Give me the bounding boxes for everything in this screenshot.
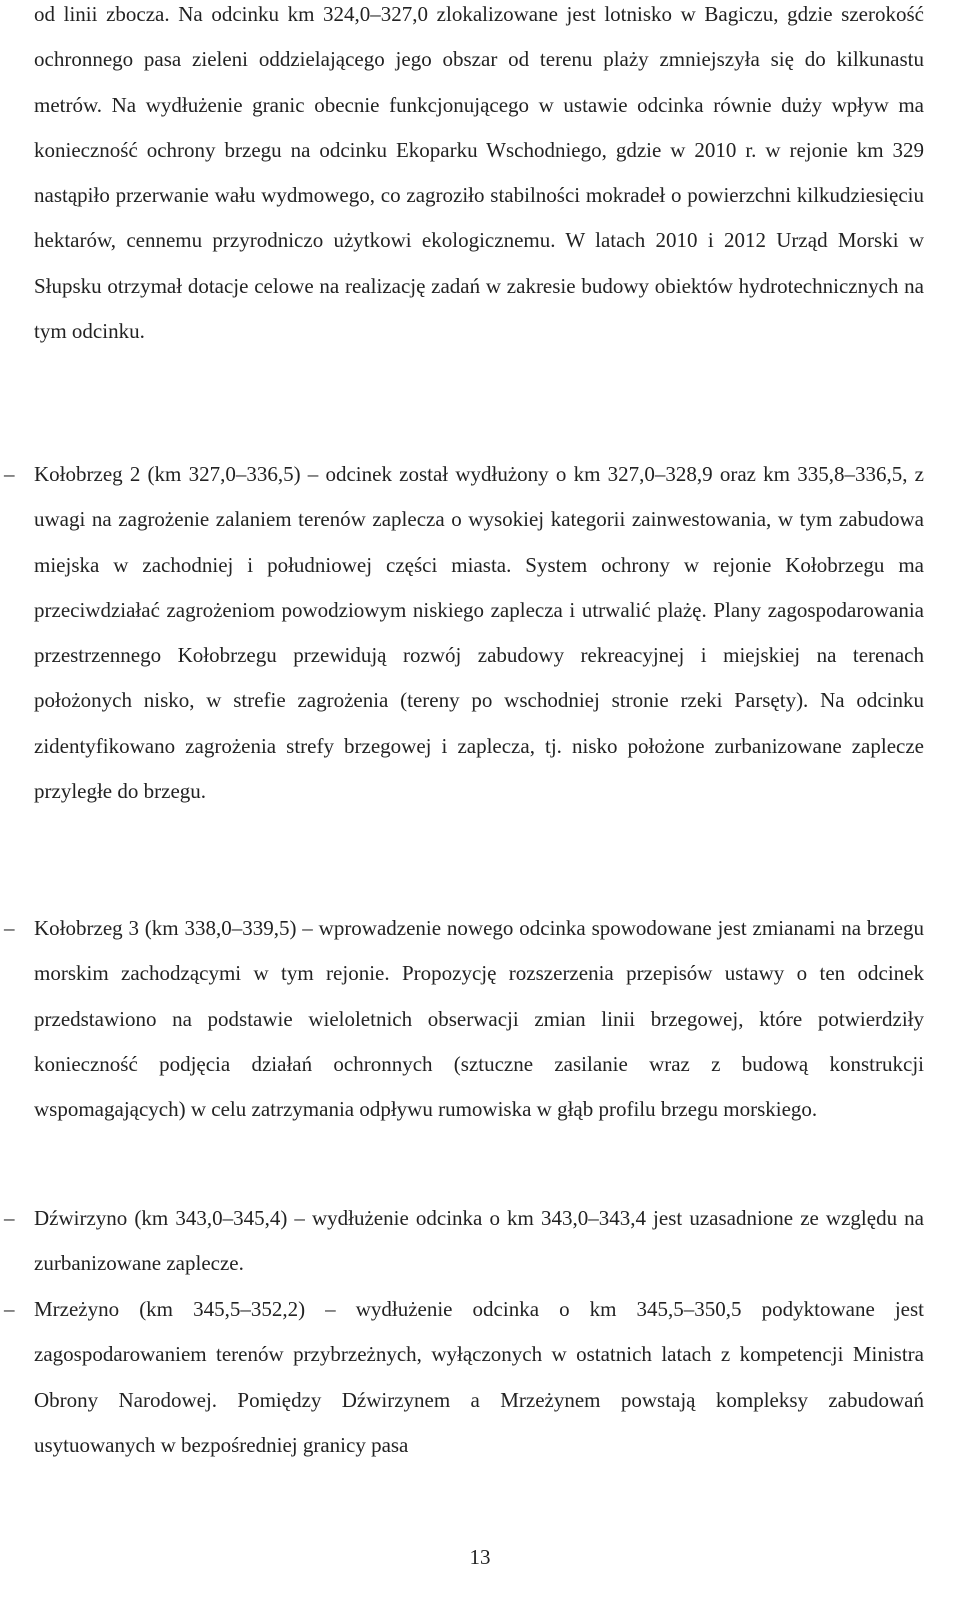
page-number: 13 [469, 1545, 491, 1569]
list-item [4, 906, 924, 1132]
list-dash: – [4, 462, 15, 486]
list-item-text: Kołobrzeg 2 (km 327,0–336,5) – odcinek został wydłużony o km 327,0–328,9 oraz km 335,8–336,5, z uwagi na zagrożenie zalaniem terenów zaplecza o wysokiej kategorii zainwestowania, w tym zabudowa miejska w zachodniej i południowej części miasta. System ochrony w rejonie Kołobrzegu ma przeciwdziałać zagrożeniom powodziowym niskiego zaplecza i utrwalić plażę. Plany zagospodarowania przestrzennego Kołobrzegu przewidują rozwój zabudowy rekreacyjnej i miejskiej na terenach położonych nisko, w strefie zagrożenia (tereny po wschodniej stronie rzeki Parsęty). Na odcinku zidentyfikowano zagrożenia strefy brzegowej i zaplecza, tj. nisko położone zurbanizowane zaplecze przyległe do brzegu. [34, 462, 924, 804]
list-item-text: Kołobrzeg 3 (km 338,0–339,5) – wprowadzenie nowego odcinka spowodowane jest zmianami na brzegu morskim zachodzącymi w tym rejonie. Propozycję rozszerzenia przepisów ustawy o ten odcinek przedstawiono na podstawie wieloletnich obserwacji zmian linii brzegowej, które potwierdziły konieczność podjęcia działań ochronnych (sztuczne zasilanie wraz z budową konstrukcji wspomagających) w celu zatrzymania odpływu rumowiska w głąb profilu brzegu morskiego. [34, 916, 924, 1122]
list-item-text: Mrzeżyno (km 345,5–352,2) – wydłużenie odcinka o km 345,5–350,5 podyktowane jest zagospodarowaniem terenów przybrzeżnych, wyłączonych w ostatnich latach z kompetencji Ministra Obrony Narodowej. Pomiędzy Dźwirzynem a Mrzeżynem powstają kompleksy zabudowań usytuowanych w bezpośredniej granicy pasa [34, 1297, 924, 1457]
list-item [4, 1287, 924, 1468]
intro-paragraph: od linii zbocza. Na odcinku km 324,0–327,0 zlokalizowane jest lotnisko w Bagiczu, gdzie szerokość ochronnego pasa zieleni oddzielającego jego obszar od terenu plaży zmniejszyła się do kilkunastu metrów. Na wydłużenie granic obecnie funkcjonującego w ustawie odcinka równie duży wpływ ma konieczność ochrony brzegu na odcinku Ekoparku Wschodniego, gdzie w 2010 r. w rejonie km 329 nastąpiło przerwanie wału wydmowego, co zagroziło stabilności mokradeł o powierzchni kilkudziesięciu hektarów, cennemu przyrodniczo użytkowi ekologicznemu. W latach 2010 i 2012 Urząd Morski w Słupsku otrzymał dotacje celowe na realizację zadań w zakresie budowy obiektów hydrotechnicznych na tym odcinku. [34, 2, 924, 344]
list-item [4, 452, 924, 814]
list-dash: – [4, 1206, 15, 1230]
list-item [4, 1196, 924, 1287]
list-item-text: Dźwirzyno (km 343,0–345,4) – wydłużenie odcinka o km 343,0–343,4 jest uzasadnione ze względu na zurbanizowane zaplecze. [34, 1206, 924, 1276]
list-dash: – [4, 916, 15, 940]
list-dash: – [4, 1297, 15, 1321]
